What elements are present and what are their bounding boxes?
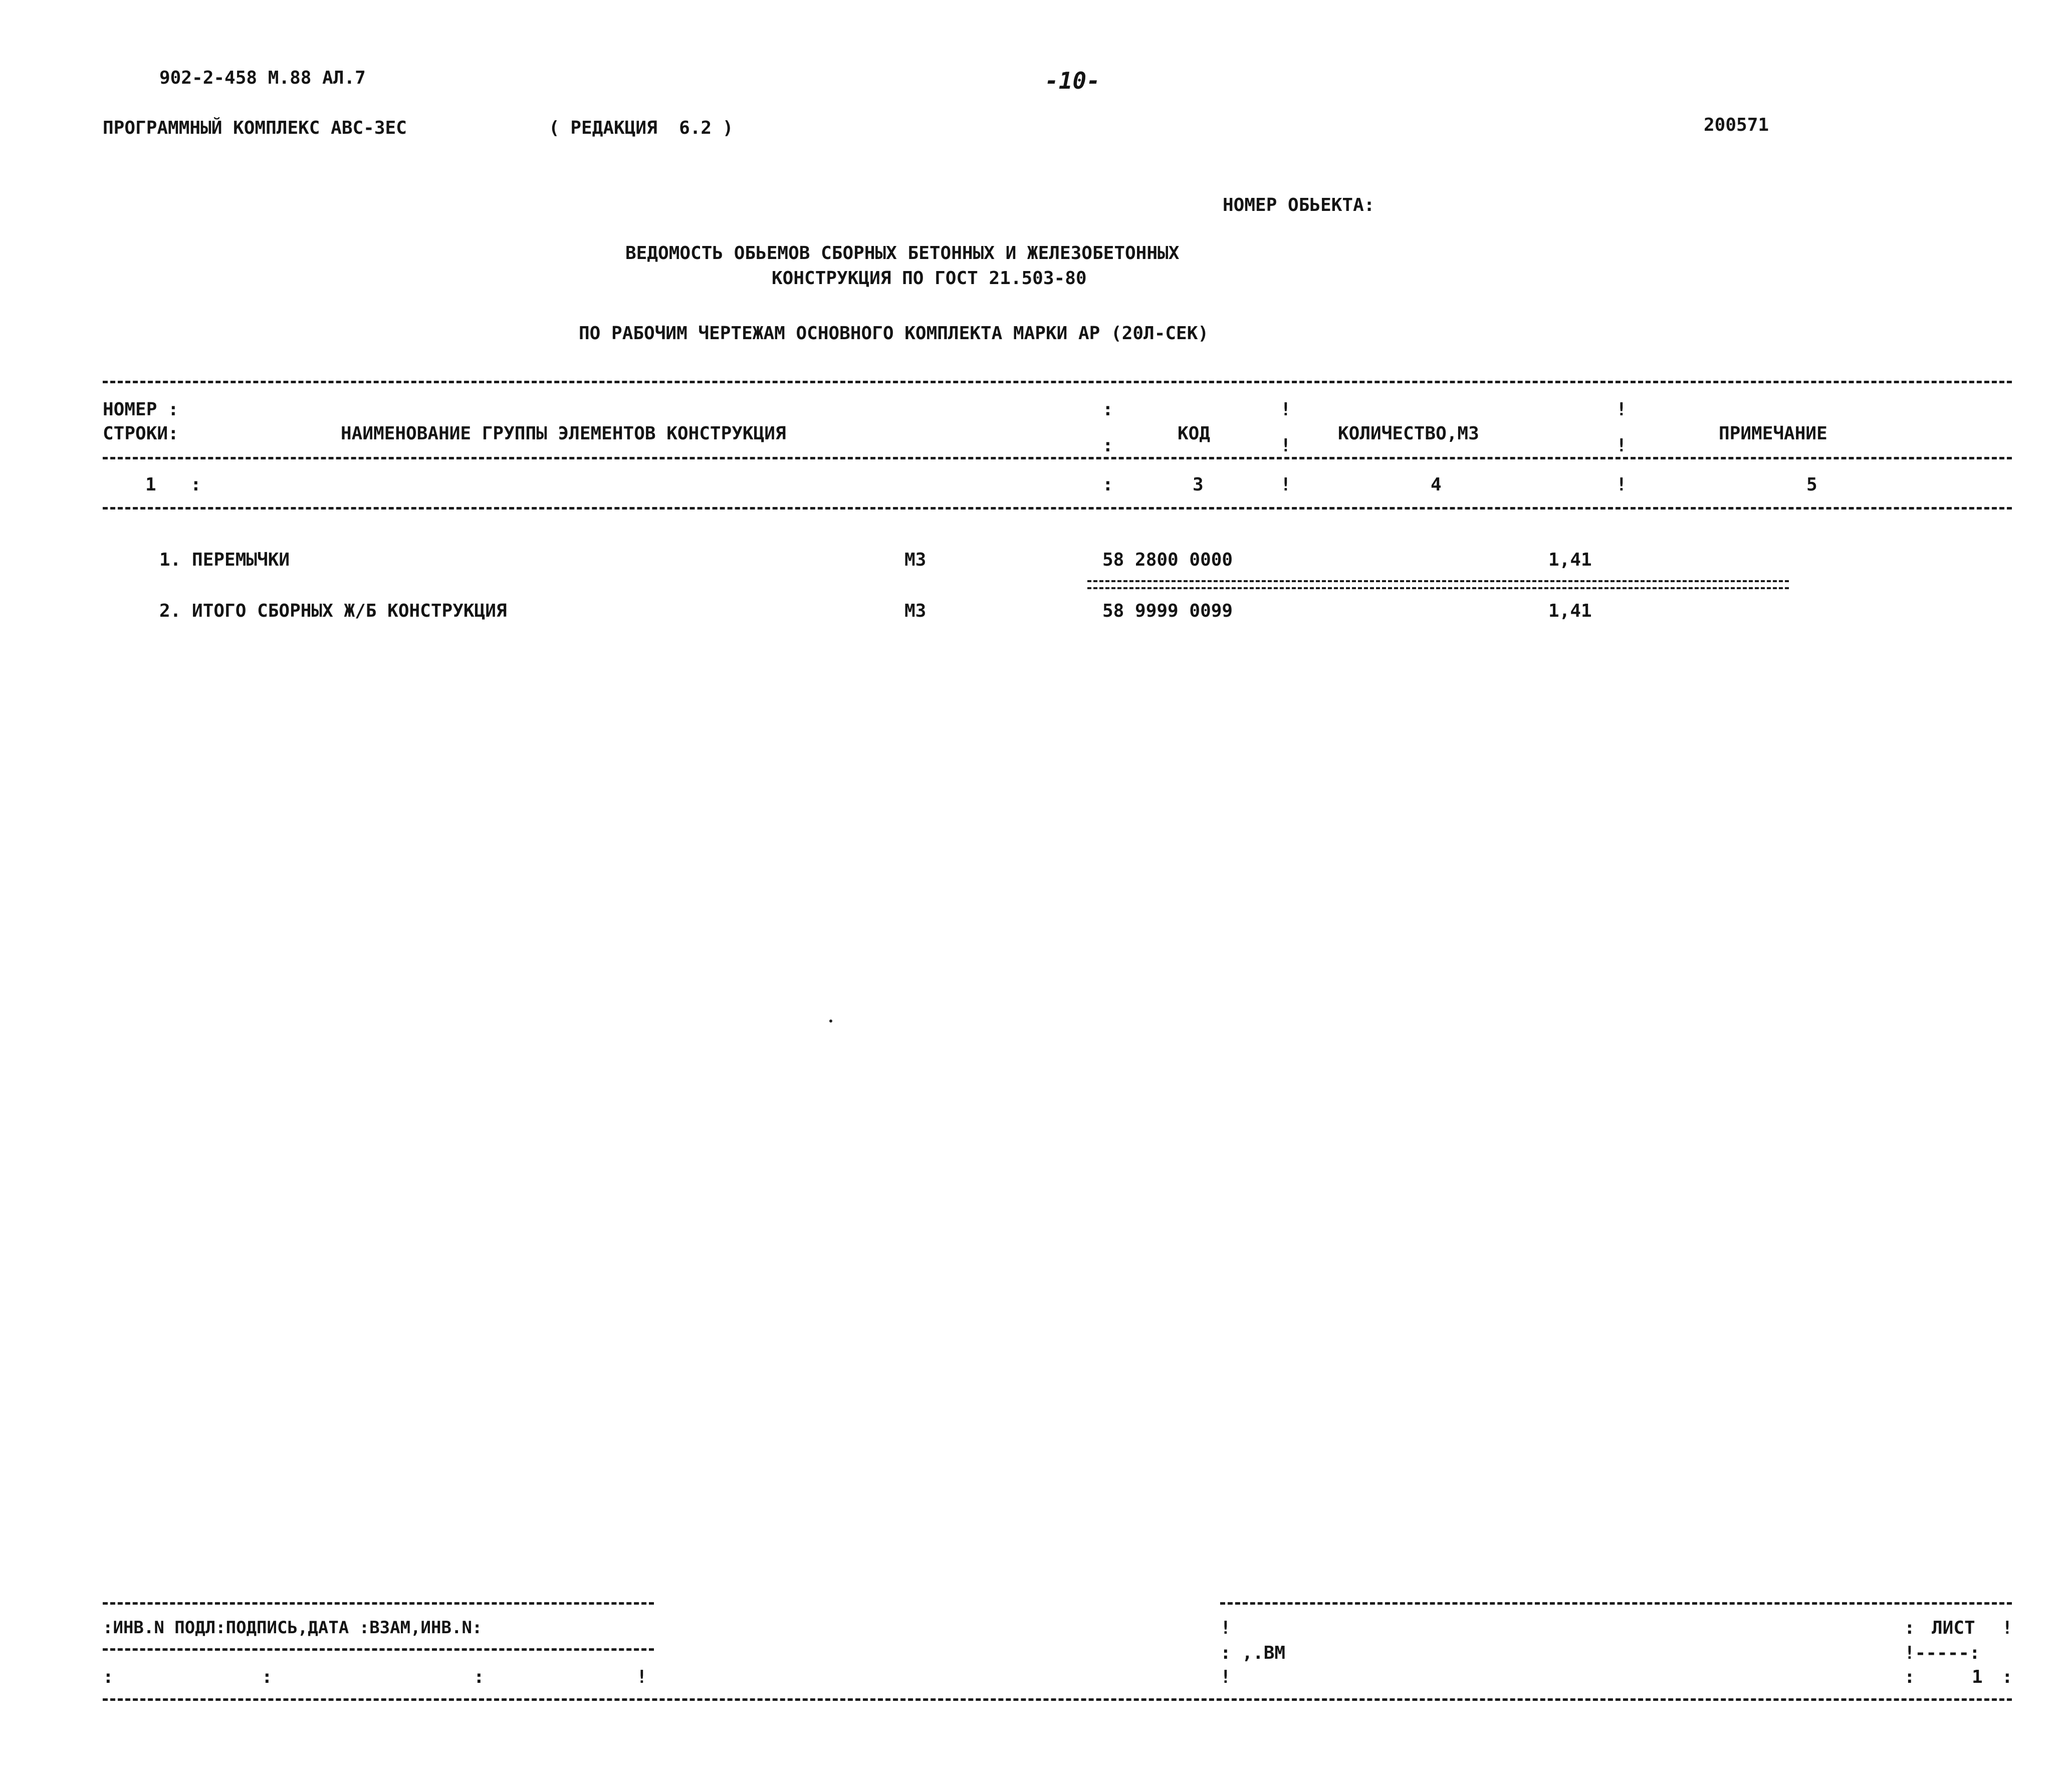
row-unit: М3 (904, 550, 927, 570)
stamp-separator: : (262, 1667, 273, 1687)
vm-label: : ,.ВМ (1220, 1643, 1286, 1663)
header-code: КОД (1178, 423, 1211, 444)
stamp-separator: ! (636, 1667, 647, 1687)
column-separator: : (1102, 474, 1113, 495)
sheet-separator: : (1904, 1618, 1915, 1638)
column-separator: ! (1616, 474, 1627, 495)
row-quantity: 1,41 (1548, 601, 1592, 621)
sheet-number: 1 (1972, 1667, 1983, 1687)
footer-bottom-rule (103, 1698, 2012, 1701)
object-number-label: НОМЕР ОБЬЕКТА: (1223, 195, 1375, 215)
row-unit: М3 (904, 601, 927, 621)
header-bottom-rule (103, 457, 2012, 459)
row-name: 2. ИТОГО СБОРНЫХ Ж/Б КОНСТРУКЦИЯ (159, 601, 507, 621)
stamp-separator: : (103, 1667, 114, 1687)
column-number-3: 3 (1193, 474, 1204, 495)
program-name: ПРОГРАММНЫЙ КОМПЛЕКС АВС-3ЕС (103, 118, 407, 138)
sheet-label: ЛИСТ (1932, 1618, 1975, 1638)
column-number-5: 5 (1806, 474, 1817, 495)
column-number-4: 4 (1431, 474, 1442, 495)
stamp-header: :ИНВ.N ПОДЛ:ПОДПИСЬ,ДАТА :ВЗАМ,ИНВ.N: (103, 1618, 483, 1638)
code-number: 200571 (1704, 115, 1769, 135)
sheet-separator: : (1904, 1667, 1915, 1687)
sheet-separator: ! (2002, 1618, 2013, 1638)
title-line-2: КОНСТРУКЦИЯ ПО ГОСТ 21.503-80 (772, 268, 1087, 289)
stray-mark (829, 1020, 832, 1023)
stamp-separator: : (474, 1667, 485, 1687)
row-name: 1. ПЕРЕМЫЧКИ (159, 550, 290, 570)
column-separator: : (190, 474, 201, 495)
column-number-1: 1 (145, 474, 156, 495)
header-separator: : : (1102, 399, 1113, 456)
header-row-number-2: СТРОКИ: (103, 423, 179, 444)
page-number: -10- (1045, 67, 1100, 94)
header-row-number-1: НОМЕР : (103, 399, 179, 420)
header-separator: ! ! (1280, 399, 1291, 456)
row-code: 58 2800 0000 (1102, 550, 1233, 570)
header-separator: ! ! (1616, 399, 1627, 456)
total-double-rule (1087, 580, 1789, 589)
row-quantity: 1,41 (1548, 550, 1592, 570)
sheet-separator: : (2002, 1667, 2013, 1687)
title-block-top-rule (1220, 1602, 2012, 1605)
title-line-1: ВЕДОМОСТЬ ОБЬЕМОВ СБОРНЫХ БЕТОННЫХ И ЖЕЛЕЗОБЕТОННЫХ (625, 243, 1180, 264)
header-name: НАИМЕНОВАНИЕ ГРУППЫ ЭЛЕМЕНТОВ КОНСТРУКЦИЯ (341, 423, 786, 444)
row-code: 58 9999 0099 (1102, 601, 1233, 621)
sheet-label-rule: !-----: (1904, 1643, 1980, 1663)
header-note: ПРИМЕЧАНИЕ (1719, 423, 1827, 444)
header-quantity: КОЛИЧЕСТВО,М3 (1338, 423, 1479, 444)
program-edition: ( РЕДАКЦИЯ 6.2 ) (549, 118, 734, 138)
table-top-rule (103, 381, 2012, 383)
column-separator: ! (1280, 474, 1291, 495)
column-numbers-rule (103, 507, 2012, 510)
stamp-middle-rule (103, 1648, 654, 1651)
title-line-3: ПО РАБОЧИМ ЧЕРТЕЖАМ ОСНОВНОГО КОМПЛЕКТА МАРКИ АР (20Л-СЕК) (579, 323, 1209, 344)
stamp-top-rule (103, 1602, 654, 1605)
title-block-separator: ! (1220, 1618, 1231, 1638)
document-code: 902-2-458 М.88 АЛ.7 (159, 68, 366, 88)
title-block-separator: ! (1220, 1667, 1231, 1687)
